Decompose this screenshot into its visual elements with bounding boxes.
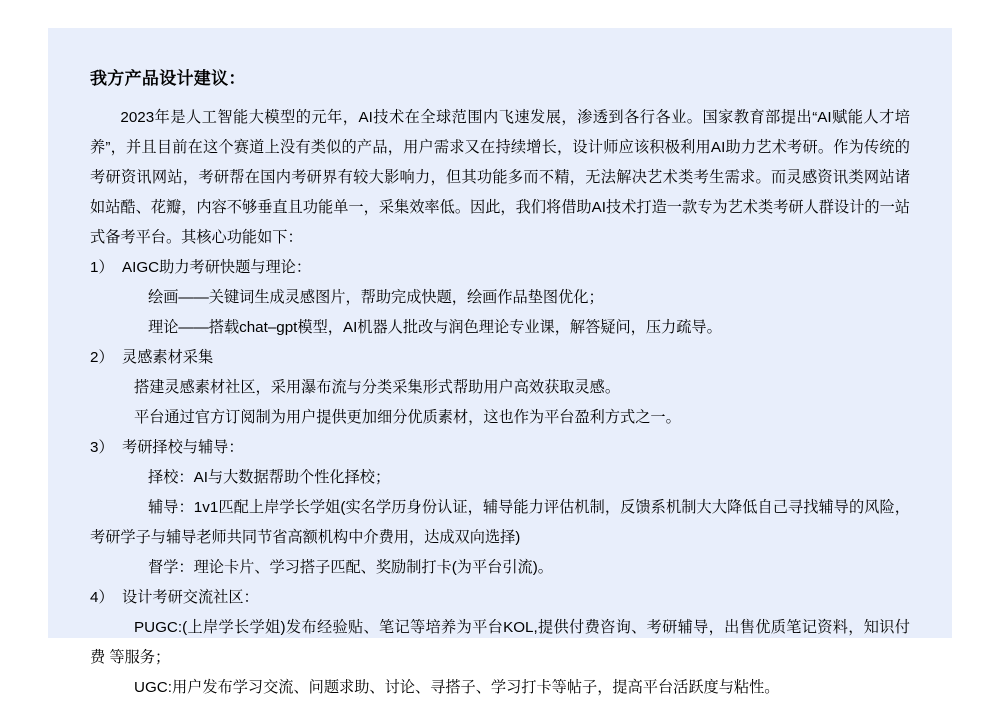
list-item-number: 2） [90,349,114,366]
list-item [90,583,910,703]
list-item-number: 3） [90,439,114,456]
list-item-heading [90,253,910,283]
page-title: 我方产品设计建议： [90,69,246,88]
list-item-line: 理论——搭载chat–gpt模型，AI机器人批改与润色理论专业课，解答疑问，压力疏导。 [148,319,722,336]
list-item-line: 平台通过官方订阅制为用户提供更加细分优质素材，这也作为平台盈利方式之一。 [134,409,681,426]
list-item [90,433,910,583]
list-item [90,343,910,433]
list-item-number: 4） [90,589,114,606]
list-item-number: 1） [90,259,114,276]
list-item [90,253,910,343]
list-item-line: 绘画——关键词生成灵感图片，帮助完成快题，绘画作品垫图优化； [148,289,604,306]
list-item-title: 设计考研交流社区： [122,589,259,606]
list-item-heading [90,433,910,463]
list-item-line: 搭建灵感素材社区，采用瀑布流与分类采集形式帮助用户高效获取灵感。 [134,379,620,396]
document-page [48,28,952,696]
list-item-line: 督学：理论卡片、学习搭子匹配、奖励制打卡(为平台引流)。 [148,559,553,576]
list-item-line: UGC:用户发布学习交流、问题求助、讨论、寻搭子、学习打卡等帖子，提高平台活跃度与粘性。 [134,679,780,696]
feature-list [90,253,910,703]
intro-paragraph: 2023年是人工智能大模型的元年，AI技术在全球范围内飞速发展，渗透到各行各业。国家教育部提出“AI赋能人才培养”，并且目前在这个赛道上没有类似的产品，用户需求又在持续增长，设计师应该积极利用AI助力艺术考研。作为传统的考研资讯网站，考研帮在国内考研界有较大影响力，但其功能多而不精，无法解决艺术类考生需求。而灵感资讯类网站诸如站酷、花瓣，内容不够垂直且功能单一，采集效率低。因此，我们将借助AI技术打造一款专为艺术类考研人群设计的一站式备考平台。其核心功能如下： [90,109,910,246]
list-item-line: PUGC:(上岸学长学姐)发布经验贴、笔记等培养为平台KOL,提供付费咨询、考研辅导，出售优质笔记资料，知识付费 等服务； [90,619,910,666]
list-item-title: 灵感素材采集 [122,349,214,366]
list-item-title: 考研择校与辅导： [122,439,244,456]
list-item-title: AIGC助力考研快题与理论： [122,259,312,276]
list-item-heading [90,583,910,613]
list-item-heading [90,343,910,373]
list-item-line: 辅导：1v1匹配上岸学长学姐(实名学历身份认证，辅导能力评估机制，反馈系机制大大降低自己寻找辅导的风险，考研学子与辅导老师共同节省高额机构中介费用，达成双向选择) [90,499,910,546]
list-item-line: 择校：AI与大数据帮助个性化择校； [148,469,391,486]
